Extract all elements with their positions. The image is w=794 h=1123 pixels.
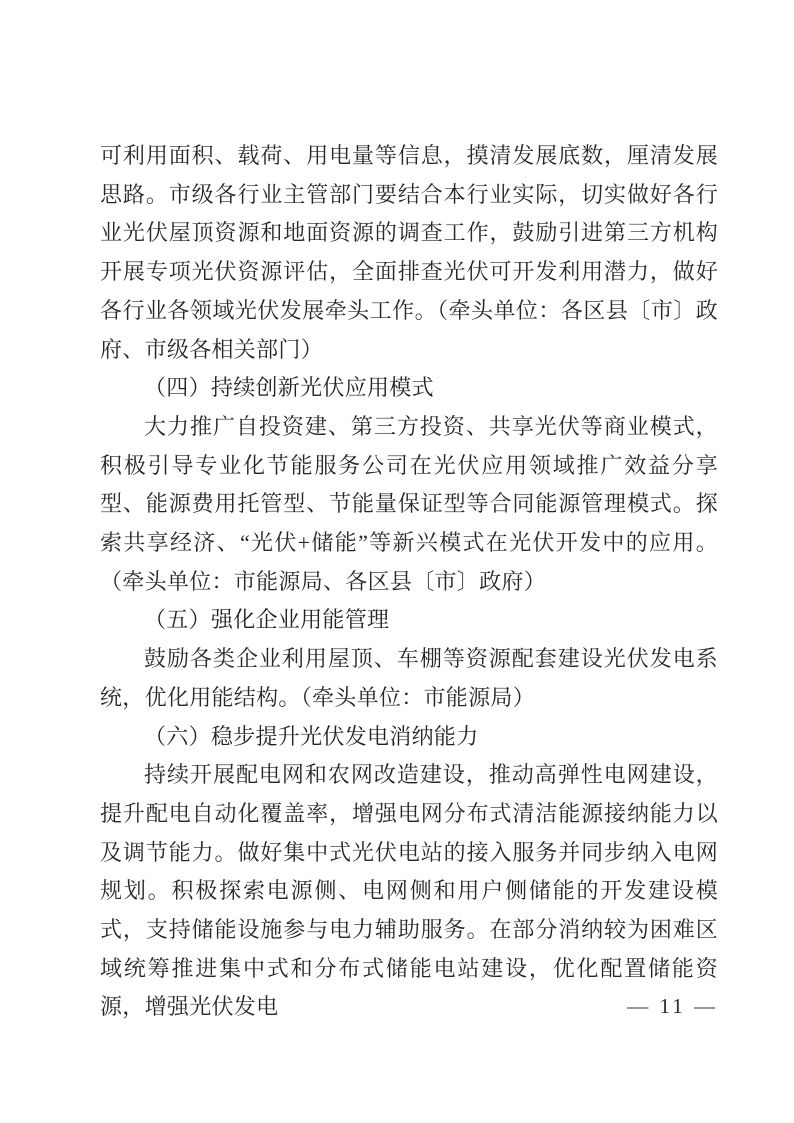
body-paragraph: 鼓励各类企业利用屋顶、车棚等资源配套建设光伏发电系统，优化用能结构。（牵头单位：市能源局） [100, 646, 718, 710]
body-paragraph: 持续开展配电网和农网改造建设，推动高弹性电网建设，提升配电自动化覆盖率，增强电网分布式清洁能源接纳能力以及调节能力。做好集中式光伏电站的接入服务并同步纳入电网规划。积极探索电源侧、电网侧和用户侧储能的开发建设模式，支持储能设施参与电力辅助服务。在部分消纳较为困难区域统筹推进集中式和分布式储能电站建设，优化配置储能资源，增强光伏发电 [100, 762, 718, 1020]
section-heading-5: （五）强化企业用能管理 [144, 607, 390, 633]
document-body [100, 137, 718, 1027]
body-paragraph: 大力推广自投资建、第三方投资、共享光伏等商业模式，积极引导专业化节能服务公司在光伏应用领域推广效益分享型、能源费用托管型、节能量保证型等合同能源管理模式。探索共享经济、“光伏+储能”等新兴模式在光伏开发中的应用。（牵头单位：市能源局、各区县〔市〕政府） [100, 413, 718, 594]
section-heading-4: （四）持续创新光伏应用模式 [144, 375, 434, 401]
section-heading-6: （六）稳步提升光伏发电消纳能力 [144, 723, 479, 749]
body-paragraph-continued: 可利用面积、载荷、用电量等信息，摸清发展底数，厘清发展思路。市级各行业主管部门要结合本行业实际，切实做好各行业光伏屋顶资源和地面资源的调查工作，鼓励引进第三方机构开展专项光伏资源评估，全面排查光伏可开发利用潜力，做好各行业各领域光伏发展牵头工作。（牵头单位：各区县〔市〕政府、市级各相关部门） [100, 143, 718, 362]
page-number: — 11 — [627, 994, 718, 1018]
